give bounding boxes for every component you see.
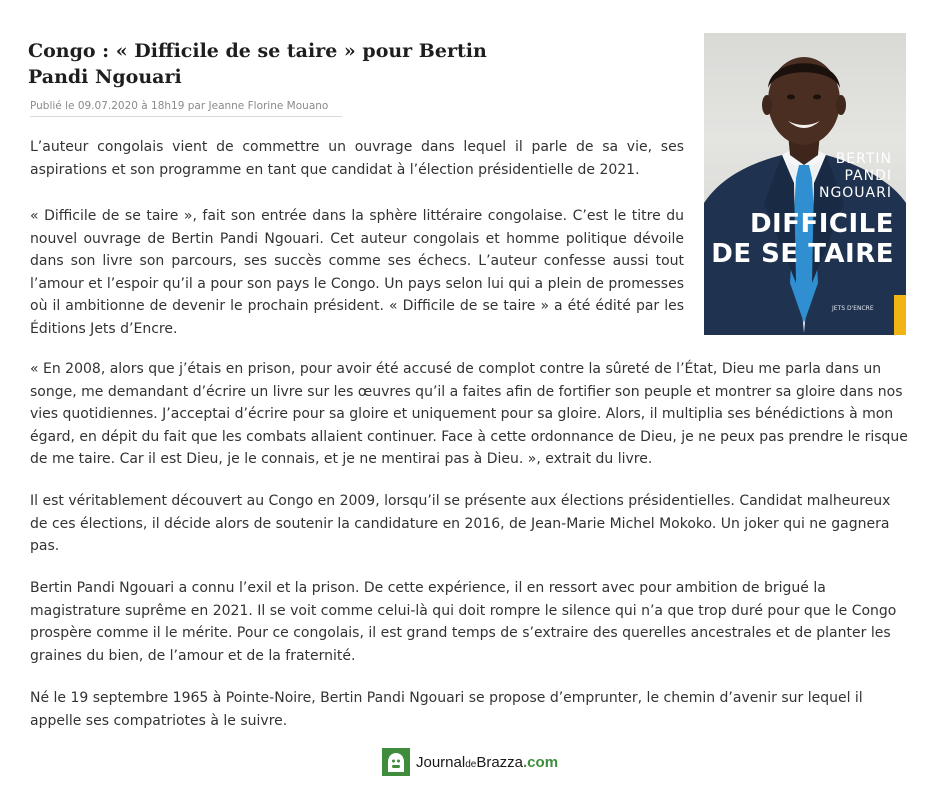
cover-author xyxy=(772,151,892,202)
article-paragraph: Bertin Pandi Ngouari a connu l’exil et la prison. De cette expérience, il en ressort avec pour ambition de brigué la magistrature suprême en 2021. Il se voit comme celui-là qui doit rompre le silence qui n’a que trop duré pour que le Congo prospère comme il le mérite. Pour ce congolais, il est grand temps de s’extraire des querelles ancestrales et de planter les graines du bien, de l’amour et de la fraternité. xyxy=(30,580,897,664)
cover-title-line: DE SE TAIRE xyxy=(711,239,894,269)
cover-author-line: PANDI xyxy=(844,168,892,184)
publisher-logo: JETS D'ENCRE xyxy=(832,305,874,312)
logo-word-brazza: Brazza xyxy=(476,753,524,771)
article-paragraph: L’auteur congolais vient de commettre un ouvrage dans lequel il parle de sa vie, ses aspirations et son programme en tant que candidat à l’élection présidentielle de 2021. xyxy=(30,139,684,178)
site-logo[interactable] xyxy=(382,748,558,776)
logo-word-com: .com xyxy=(523,753,559,771)
cover-title xyxy=(704,209,894,269)
cover-author-line: BERTIN xyxy=(835,151,892,167)
cover-title-line: DIFFICILE xyxy=(749,209,894,239)
article-paragraph: Né le 19 septembre 1965 à Pointe-Noire, Bertin Pandi Ngouari se propose d’emprunter, le chemin d’avenir sur lequel il appelle ses compatriotes à le suivre. xyxy=(30,690,863,729)
gorilla-icon xyxy=(382,748,410,776)
cover-spine-band xyxy=(894,295,906,335)
article-paragraph: « Difficile de se taire », fait son entrée dans la sphère littéraire congolaise. C’est le titre du nouvel ouvrage de Bertin Pandi Ngouari. Cet auteur congolais et homme politique dévoile dans son livre son parcours, ses succès comme ses échecs. L’auteur confesse aussi tout l’amour et l’espoir qu’il a pour son pays le Congo. Un pays selon lui qui a plein de promesses où il ambitionne de devenir le prochain président. « Difficile de se taire » a été édité par les Éditions Jets d’Encre. xyxy=(30,208,684,337)
logo-word-de: de xyxy=(465,758,477,770)
article-paragraph: Il est véritablement découvert au Congo en 2009, lorsqu’il se présente aux élections présidentielles. Candidat malheureux de ces élections, il décide alors de soutenir la candidature en 2016, de Jean-Marie Michel Mokoko. Un joker qui ne gagnera pas. xyxy=(30,493,891,554)
article-meta: Publié le 09.07.2020 à 18h19 par Jeanne Florine Mouano xyxy=(30,100,342,117)
cover-author-line: NGOUARI xyxy=(818,185,892,201)
logo-wordmark xyxy=(416,754,558,771)
logo-word-journal: Journal xyxy=(416,753,466,771)
article-title: Congo : « Difficile de se taire » pour Bertin Pandi Ngouari xyxy=(28,40,487,88)
article-paragraph: « En 2008, alors que j’étais en prison, pour avoir été accusé de complot contre la sûreté de l’État, Dieu me parla dans un songe, me demandant d’écrire un livre sur les œuvres qu’il a faites afin de fortifier son peuple et montrer sa gloire dans nos vies quotidiennes. J’acceptai d’écrire pour sa gloire et uniquement pour sa gloire. Alors, il multiplia ses bénédictions à mon égard, en dépit du fait que les combats allaient continuer. Face à cette ordonnance de Dieu, je ne peux pas prendre le risque de me taire. Car il est Dieu, je le connais, et je ne mentirai pas à Dieu. », extrait du livre. xyxy=(30,361,908,467)
book-cover-image xyxy=(704,33,906,335)
